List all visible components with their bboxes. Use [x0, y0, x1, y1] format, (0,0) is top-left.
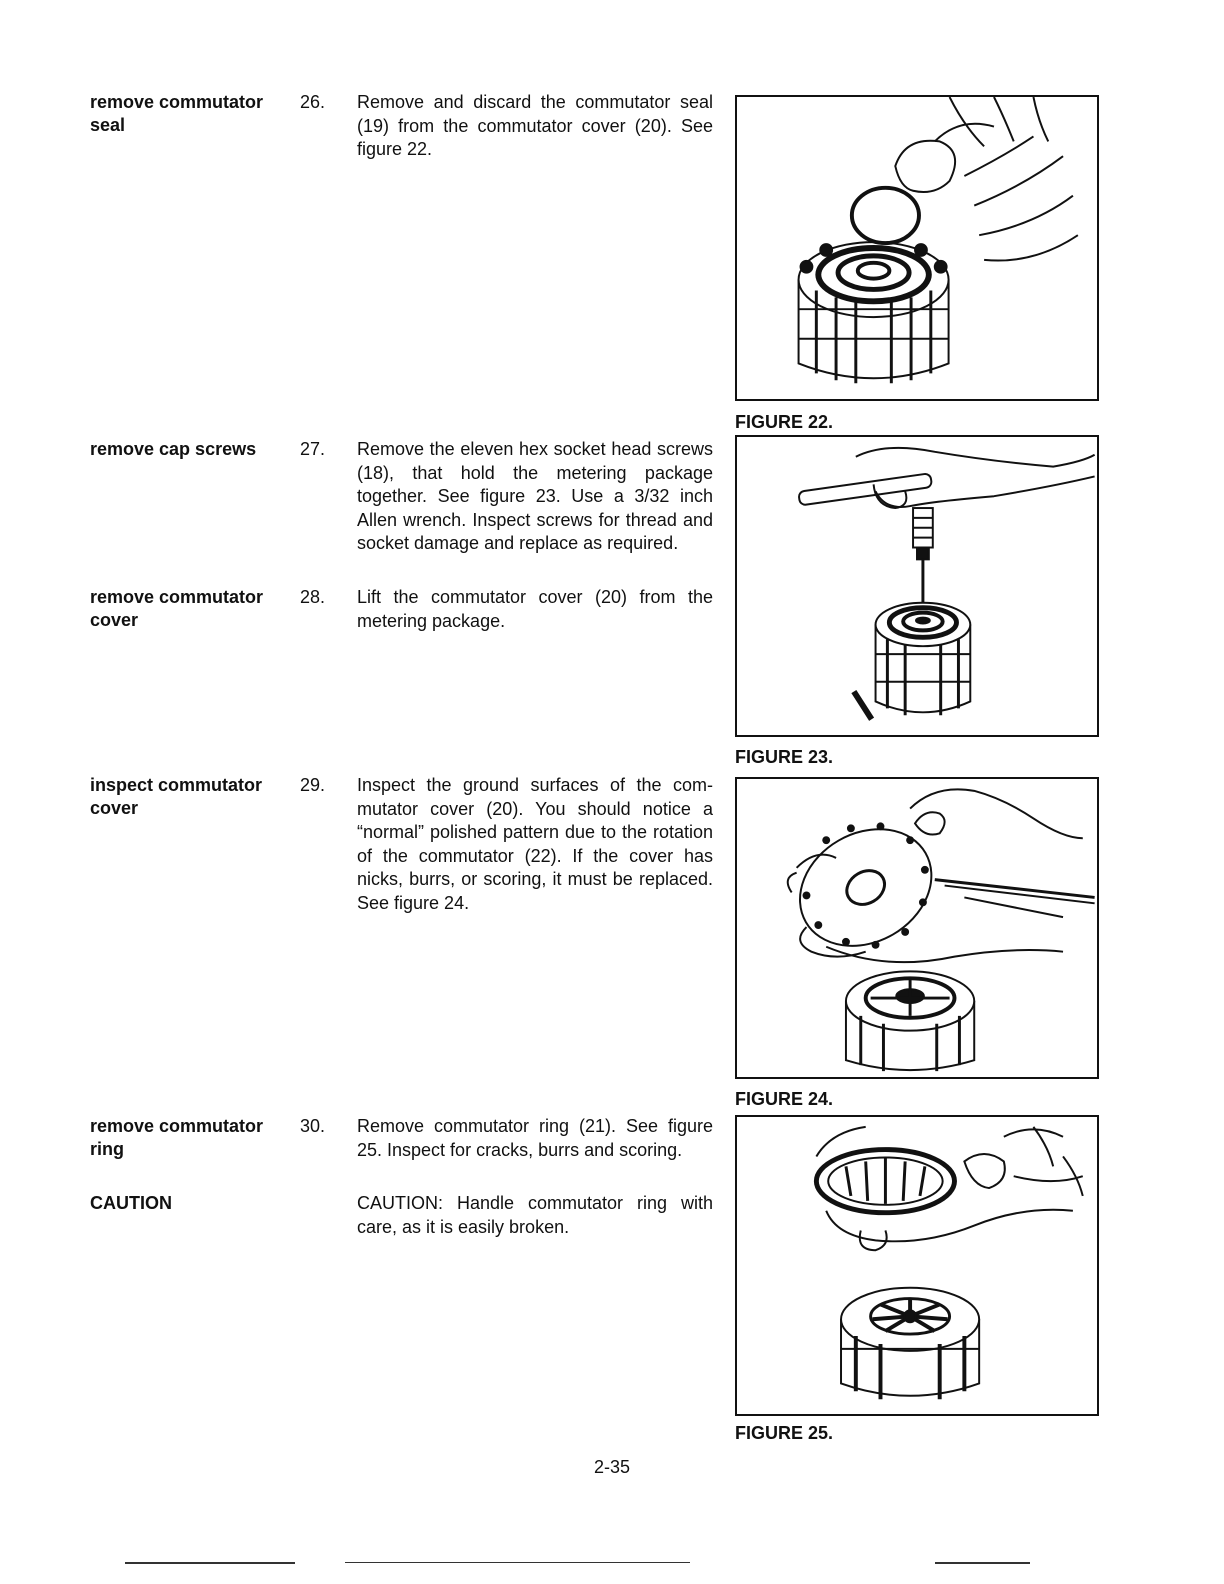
step-30-label-line2: ring: [90, 1139, 124, 1159]
figure-22-caption: FIGURE 22.: [735, 412, 834, 432]
commutator-cover-inspection-drawing: [737, 779, 1097, 1077]
step-26-text: Remove and discard the commutator seal (19) from the commutator cover (20). See figure 22.: [357, 92, 713, 159]
step-27-number: 27.: [300, 439, 326, 459]
step-29-text: Inspect the ground surfaces of the commutator cover (20). You should notice a “normal” polished pattern due to the rotation of the commutator (22). If the cover has nicks, burrs, or scoring, it must be replaced. See figure 24.: [357, 775, 713, 913]
figure-23-caption: FIGURE 23.: [735, 747, 834, 767]
step-28-label: [90, 586, 290, 632]
page-number: 2-35: [593, 1457, 631, 1477]
step-28-number: 28.: [300, 587, 326, 607]
step-29-label-line1: inspect commutator: [90, 775, 263, 795]
step-26-number: 26.: [300, 92, 326, 112]
step-26-label-line2: seal: [90, 115, 126, 135]
scan-artifact-line: [935, 1562, 1030, 1564]
figure-24-caption: FIGURE 24.: [735, 1089, 834, 1109]
caution-text: CAUTION: Handle commutator ring with care, as it is easily broken.: [357, 1193, 713, 1237]
caution-label: CAUTION: [90, 1193, 172, 1213]
scan-artifact-line: [125, 1562, 295, 1564]
commutator-seal-drawing: [737, 97, 1097, 399]
commutator-ring-drawing: [737, 1117, 1097, 1414]
figure-22-illustration: [735, 95, 1099, 401]
figure-25-caption: FIGURE 25.: [735, 1423, 834, 1443]
step-26-label-line1: remove commutator: [90, 92, 264, 112]
figure-23-illustration: [735, 435, 1099, 737]
step-29-number: 29.: [300, 775, 326, 795]
step-30-text: Remove commutator ring (21). See figure 25. Inspect for cracks, burrs and scoring.: [357, 1116, 713, 1160]
step-26-label: [90, 91, 290, 137]
step-29-label: [90, 774, 290, 820]
step-30-number: 30.: [300, 1116, 326, 1136]
step-29-label-line2: cover: [90, 798, 139, 818]
step-30-label-line1: remove commutator: [90, 1116, 264, 1136]
step-30-label: [90, 1115, 290, 1161]
step-27-label-line1: remove cap screws: [90, 439, 257, 459]
scan-artifact-line: [345, 1562, 690, 1563]
figure-24-illustration: [735, 777, 1099, 1079]
step-28-label-line2: cover: [90, 610, 139, 630]
step-27-label: [90, 438, 290, 461]
figure-25-illustration: [735, 1115, 1099, 1416]
step-28-label-line1: remove commutator: [90, 587, 264, 607]
cap-screw-removal-drawing: [737, 437, 1097, 735]
step-28-text: Lift the commutator cover (20) from the metering package.: [357, 587, 713, 631]
step-27-text: Remove the eleven hex socket head screws (18), that hold the metering package together. See figure 23. Use a 3/32 inch Allen wrench. Inspect screws for thread and socket damage and replace as required.: [357, 439, 713, 553]
